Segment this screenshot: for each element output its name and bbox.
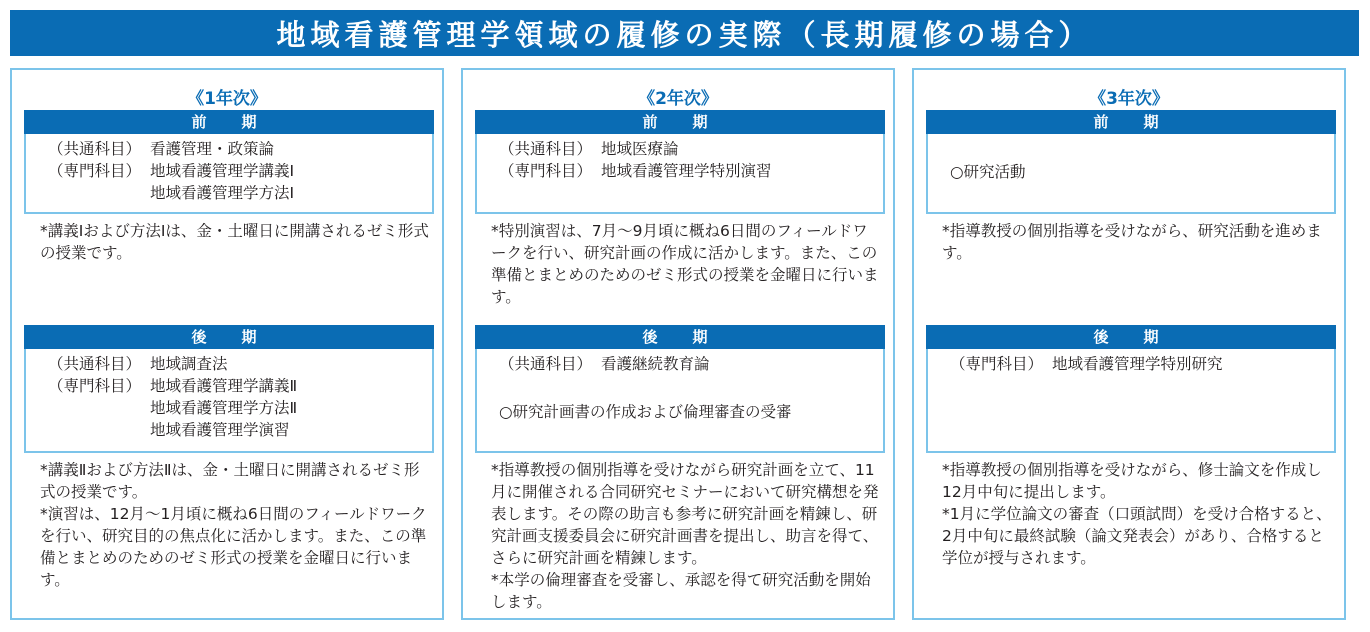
research-plan-item: ○研究計画書の作成および倫理審査の受審	[499, 403, 792, 421]
year-1-heading: 《1年次》	[187, 89, 267, 109]
note-text: *本学の倫理審査を受審し、承認を得て研究活動を開始します。	[491, 571, 871, 611]
course-row: 地域看護管理学方法Ⅰ	[150, 184, 295, 202]
course-row: （専門科目） 地域看護管理学講義Ⅱ	[48, 377, 298, 395]
note-text: *指導教授の個別指導を受けながら、修士論文を作成し12月中旬に提出します。	[942, 461, 1322, 501]
year-3-first-notes	[942, 220, 1332, 264]
year-2-second-notes	[491, 459, 881, 613]
course-row: （専門科目） 地域看護管理学特別演習	[499, 162, 772, 180]
note-text: *講義Ⅱおよび方法Ⅱは、金・土曜日に開講されるゼミ形式の授業です。	[40, 461, 420, 501]
course-row: 地域看護管理学方法Ⅱ	[150, 399, 298, 417]
research-activity-item: ○研究活動	[950, 163, 1026, 181]
note-text: *指導教授の個別指導を受けながら研究計画を立て、11月に開催される合同研究セミナーにおいて研究構想を発表します。その際の助言も参考に研究計画を精錬し、研究計画支援委員会に研究計画書を提出し、助言を得て、さらに研究計画を精錬します。	[491, 461, 879, 567]
course-row: （専門科目） 地域看護管理学特別研究	[950, 355, 1223, 373]
year-1-second-notes	[40, 459, 430, 591]
note-text: *演習は、12月～1月頃に概ね6日間のフィールドワークを行い、研究目的の焦点化に活かします。また、この準備とまとめのためのゼミ形式の授業を金曜日に行います。	[40, 505, 427, 589]
year-2-first-semester-box	[475, 134, 885, 214]
note-text: *特別演習は、7月～9月頃に概ね6日間のフィールドワークを行い、研究計画の作成に活かします。また、この準備とまとめのためのゼミ形式の授業を金曜日に行います。	[491, 222, 879, 306]
year-2-second-semester-box	[475, 349, 885, 453]
year-3-first-semester-header: 前 期	[926, 110, 1336, 134]
year-1-first-semester-box	[24, 134, 434, 214]
year-2-heading: 《2年次》	[638, 89, 718, 109]
course-row: （共通科目） 地域調査法	[48, 355, 228, 373]
course-row: （共通科目） 看護管理・政策論	[48, 140, 275, 158]
year-1-second-semester-header: 後 期	[24, 325, 434, 349]
note-text: *指導教授の個別指導を受けながら、研究活動を進めます。	[942, 222, 1322, 262]
year-2-second-semester-header: 後 期	[475, 325, 885, 349]
year-3-column	[912, 68, 1346, 620]
note-text: *1月に学位論文の審査（口頭試問）を受け合格すると、2月中旬に最終試験（論文発表会）があり、合格すると学位が授与されます。	[942, 505, 1332, 567]
year-3-first-semester-box	[926, 134, 1336, 214]
year-1-column	[10, 68, 444, 620]
year-3-second-semester-box	[926, 349, 1336, 453]
note-text: *講義Ⅰおよび方法Ⅰは、金・土曜日に開講されるゼミ形式の授業です。	[40, 222, 429, 262]
course-row: 地域看護管理学演習	[150, 421, 290, 439]
course-row: （共通科目） 地域医療論	[499, 140, 679, 158]
year-3-second-semester-header: 後 期	[926, 325, 1336, 349]
course-row: （共通科目） 看護継続教育論	[499, 355, 710, 373]
course-row: （専門科目） 地域看護管理学講義Ⅰ	[48, 162, 295, 180]
year-2-column	[461, 68, 895, 620]
page-title: 地域看護管理学領域の履修の実際（長期履修の場合）	[10, 10, 1359, 56]
year-3-second-notes	[942, 459, 1332, 569]
year-2-first-semester-header: 前 期	[475, 110, 885, 134]
year-3-heading: 《3年次》	[1089, 89, 1169, 109]
year-1-first-semester-header: 前 期	[24, 110, 434, 134]
year-2-first-notes	[491, 220, 881, 308]
year-1-first-notes	[40, 220, 430, 264]
year-1-second-semester-box	[24, 349, 434, 453]
